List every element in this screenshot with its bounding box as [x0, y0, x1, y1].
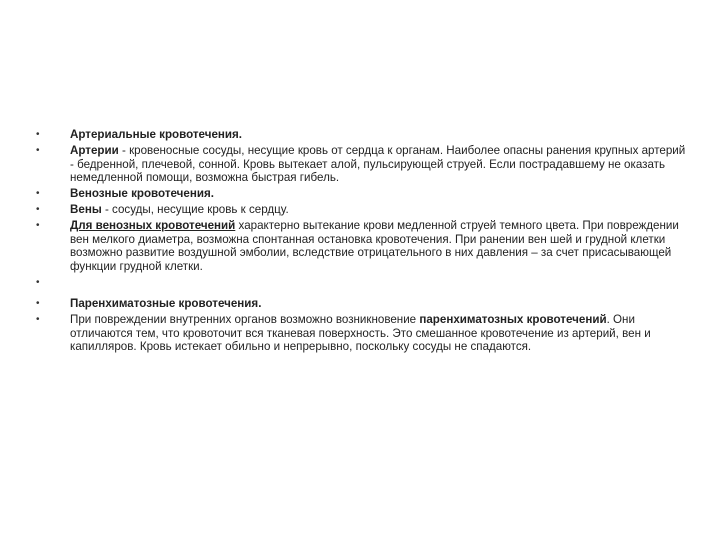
bullet-text: - кровеносные сосуды, несущие кровь от сердца к органам. Наиболее опасны ранения крупных артерий - бедренной, плечевой, сонной. Кровь вытекает алой, пульсирующей струей. Если пострадавшему не оказать немедленной помощи, возможна быстрая гибель. — [70, 144, 686, 184]
bullet-parenchymal-heading — [36, 297, 686, 311]
bullet-bold-text: Вены — [70, 203, 102, 216]
bullet-list — [36, 128, 686, 356]
bullet-bold-text: Для венозных кровотечений — [70, 219, 236, 232]
bullet-arteries-definition — [36, 144, 686, 185]
bullet-bold-text: паренхиматозных кровотечений — [419, 313, 607, 326]
bullet-bold-text: Венозные кровотечения. — [70, 187, 214, 200]
bullet-parenchymal-description — [36, 313, 686, 354]
bullet-bold-text: Паренхиматозные кровотечения. — [70, 297, 262, 310]
bullet-venous-heading — [36, 187, 686, 201]
bullet-venous-description — [36, 219, 686, 273]
bullet-text: характерно вытекание крови медленной струей темного цвета. При повреждении вен мелкого диаметра, возможна спонтанная остановка кровотечения. При ранении вен шей и грудной клетки возможно развитие воздушной эмболии, вследствие отрицательного в них давления – за счет присасывающей функции грудной клетки. — [70, 219, 679, 273]
bullet-text: При повреждении внутренних органов возможно возникновение — [70, 313, 420, 326]
bullet-empty — [36, 276, 686, 290]
bullet-bold-text: Артериальные кровотечения. — [70, 128, 243, 141]
bullet-text: . Они отличаются тем, что кровоточит вся тканевая поверхность. Это смешанное кровотечение из артерий, вен и капилляров. Кровь истекает обильно и непрерывно, поскольку сосуды не спадаются. — [70, 313, 651, 353]
bullet-text: - сосуды, несущие кровь к сердцу. — [101, 203, 289, 216]
bullet-arterial-heading — [36, 128, 686, 142]
bullet-bold-text: Артерии — [70, 144, 119, 157]
bullet-veins-definition — [36, 203, 686, 217]
